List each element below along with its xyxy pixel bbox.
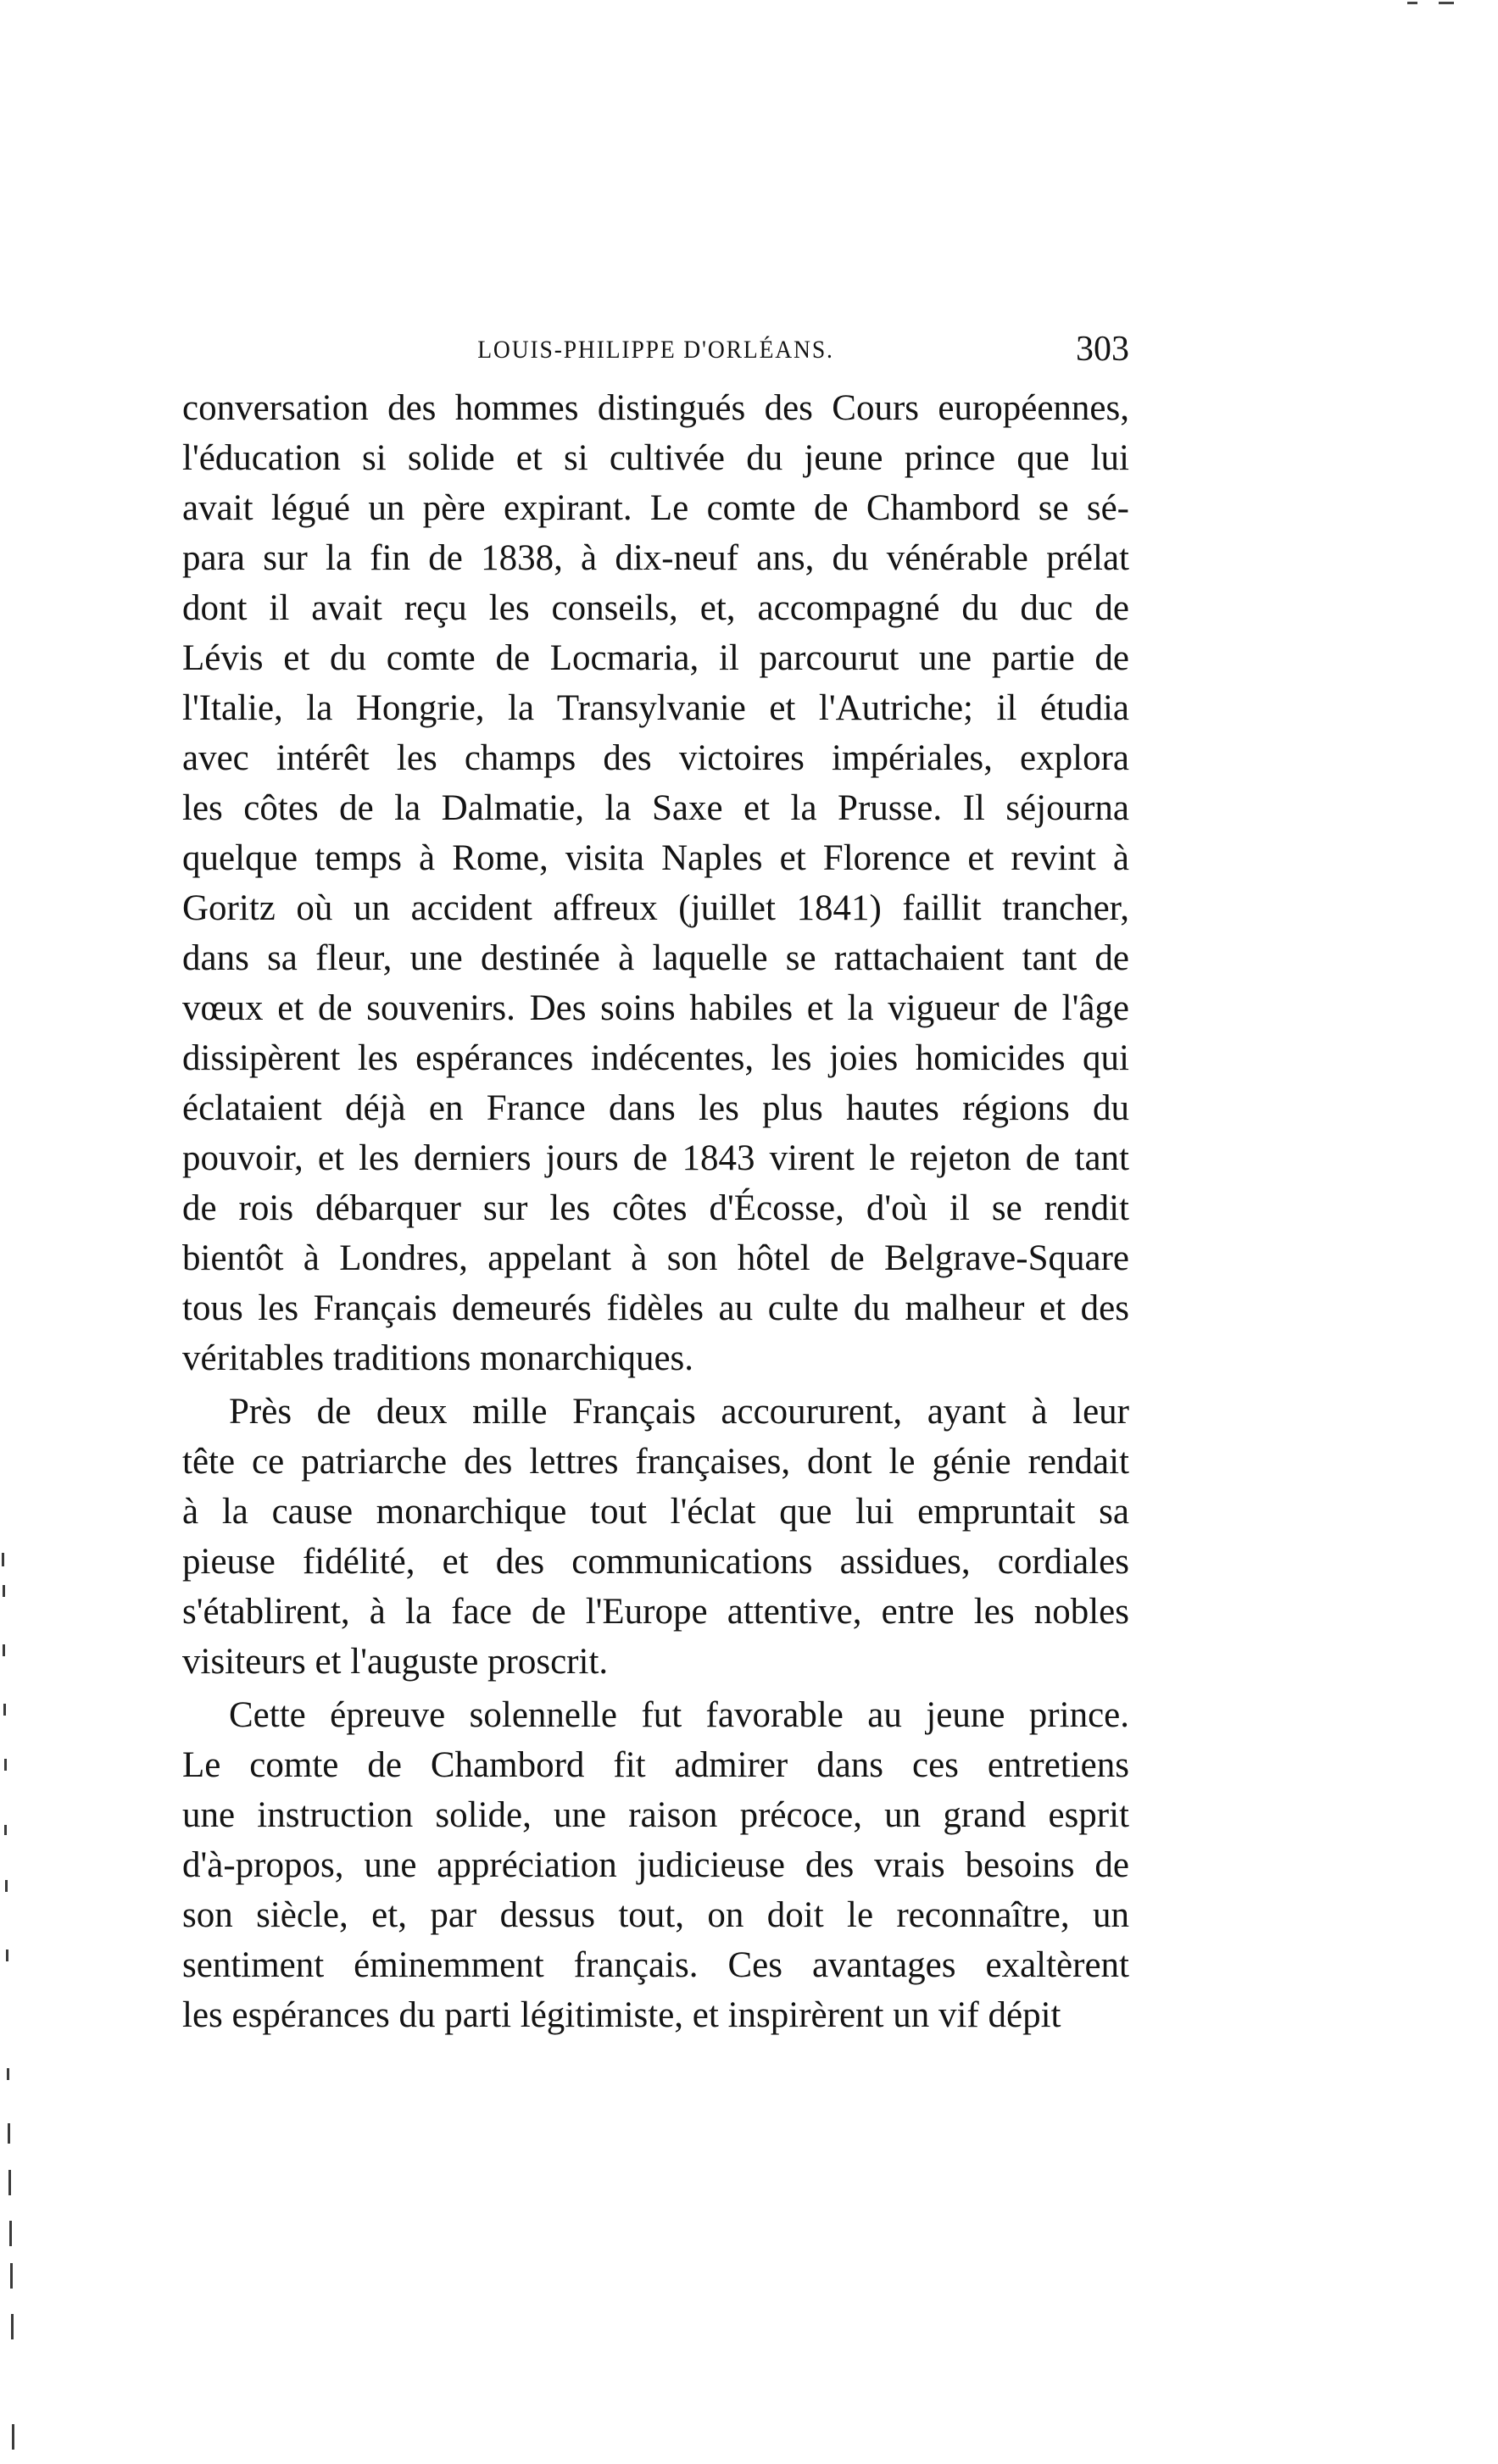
text-line: l'Italie, la Hongrie, la Transylvanie et l'Autriche; il étudia bbox=[182, 688, 1129, 728]
binding-mark bbox=[8, 2170, 11, 2195]
text-line: pieuse fidélité, et des communications assidues, cordiales bbox=[182, 1542, 1129, 1582]
binding-mark bbox=[9, 2221, 12, 2246]
binding-mark bbox=[10, 2263, 13, 2289]
text-line: avec intérêt les champs des victoires impériales, explora bbox=[182, 738, 1129, 778]
page-number: 303 bbox=[1076, 330, 1129, 369]
text-line: quelque temps à Rome, visita Naples et Florence et revint à bbox=[182, 838, 1129, 878]
text-line: tous les Français demeurés fidèles au culte du malheur et des bbox=[182, 1288, 1129, 1328]
text-line: les espérances du parti légitimiste, et inspirèrent un vif dépit bbox=[182, 1995, 1061, 2035]
binding-mark bbox=[7, 2068, 9, 2080]
text-line: véritables traditions monarchiques. bbox=[182, 1338, 694, 1378]
text-line: les côtes de la Dalmatie, la Saxe et la Prusse. Il séjourna bbox=[182, 788, 1129, 828]
running-title: LOUIS-PHILIPPE D'ORLÉANS. bbox=[477, 336, 834, 364]
body-text bbox=[182, 383, 1129, 2040]
binding-mark bbox=[3, 1704, 6, 1716]
text-line: à la cause monarchique tout l'éclat que lui empruntait sa bbox=[182, 1492, 1129, 1532]
text-line: conversation des hommes distingués des Cours européennes, bbox=[182, 388, 1129, 428]
text-line: dont il avait reçu les conseils, et, accompagné du duc de bbox=[182, 588, 1129, 628]
binding-mark bbox=[3, 1644, 5, 1656]
binding-mark bbox=[8, 2123, 10, 2144]
binding-mark bbox=[5, 1880, 8, 1892]
text-line: une instruction solide, une raison précoce, un grand esprit bbox=[182, 1795, 1129, 1835]
text-line: avait légué un père expirant. Le comte de Chambord se sé- bbox=[182, 488, 1129, 528]
binding-mark bbox=[2, 1553, 4, 1566]
text-line: éclataient déjà en France dans les plus hautes régions du bbox=[182, 1088, 1129, 1128]
binding-mark bbox=[3, 1585, 5, 1597]
paragraph bbox=[182, 1690, 1129, 2040]
text-line: s'établirent, à la face de l'Europe attentive, entre les nobles bbox=[182, 1592, 1129, 1632]
running-head bbox=[182, 329, 1129, 371]
text-line: Le comte de Chambord fit admirer dans ces entretiens bbox=[182, 1745, 1129, 1785]
binding-mark bbox=[12, 2424, 14, 2450]
binding-mark bbox=[11, 2314, 14, 2339]
binding-mark bbox=[4, 1759, 7, 1771]
text-line: dans sa fleur, une destinée à laquelle se rattachaient tant de bbox=[182, 938, 1129, 978]
text-line: Près de deux mille Français accoururent, ayant à leur bbox=[229, 1392, 1129, 1432]
scan-mark bbox=[1439, 2, 1454, 4]
scan-mark bbox=[1407, 2, 1417, 4]
text-line: sentiment éminemment français. Ces avantages exaltèrent bbox=[182, 1945, 1129, 1985]
text-line: de rois débarquer sur les côtes d'Écosse, d'où il se rendit bbox=[182, 1188, 1129, 1228]
text-line: son siècle, et, par dessus tout, on doit le reconnaître, un bbox=[182, 1895, 1129, 1935]
paragraph bbox=[182, 1387, 1129, 1687]
text-line: tête ce patriarche des lettres françaises, dont le génie rendait bbox=[182, 1442, 1129, 1482]
text-line: Lévis et du comte de Locmaria, il parcourut une partie de bbox=[182, 638, 1129, 678]
text-line: d'à-propos, une appréciation judicieuse des vrais besoins de bbox=[182, 1845, 1129, 1885]
text-line: para sur la fin de 1838, à dix-neuf ans, du vénérable prélat bbox=[182, 538, 1129, 578]
paragraph bbox=[182, 383, 1129, 1383]
binding-mark bbox=[4, 1825, 7, 1835]
text-line: bientôt à Londres, appelant à son hôtel de Belgrave-Square bbox=[182, 1238, 1129, 1278]
text-line: Goritz où un accident affreux (juillet 1841) faillit trancher, bbox=[182, 888, 1129, 928]
text-line: Cette épreuve solennelle fut favorable au jeune prince. bbox=[229, 1695, 1129, 1735]
text-line: dissipèrent les espérances indécentes, les joies homicides qui bbox=[182, 1038, 1129, 1078]
text-line: pouvoir, et les derniers jours de 1843 virent le rejeton de tant bbox=[182, 1138, 1129, 1178]
text-line: vœux et de souvenirs. Des soins habiles et la vigueur de l'âge bbox=[182, 988, 1129, 1028]
text-line: visiteurs et l'auguste proscrit. bbox=[182, 1642, 609, 1682]
text-line: l'éducation si solide et si cultivée du jeune prince que lui bbox=[182, 438, 1129, 478]
binding-mark bbox=[6, 1950, 8, 1961]
